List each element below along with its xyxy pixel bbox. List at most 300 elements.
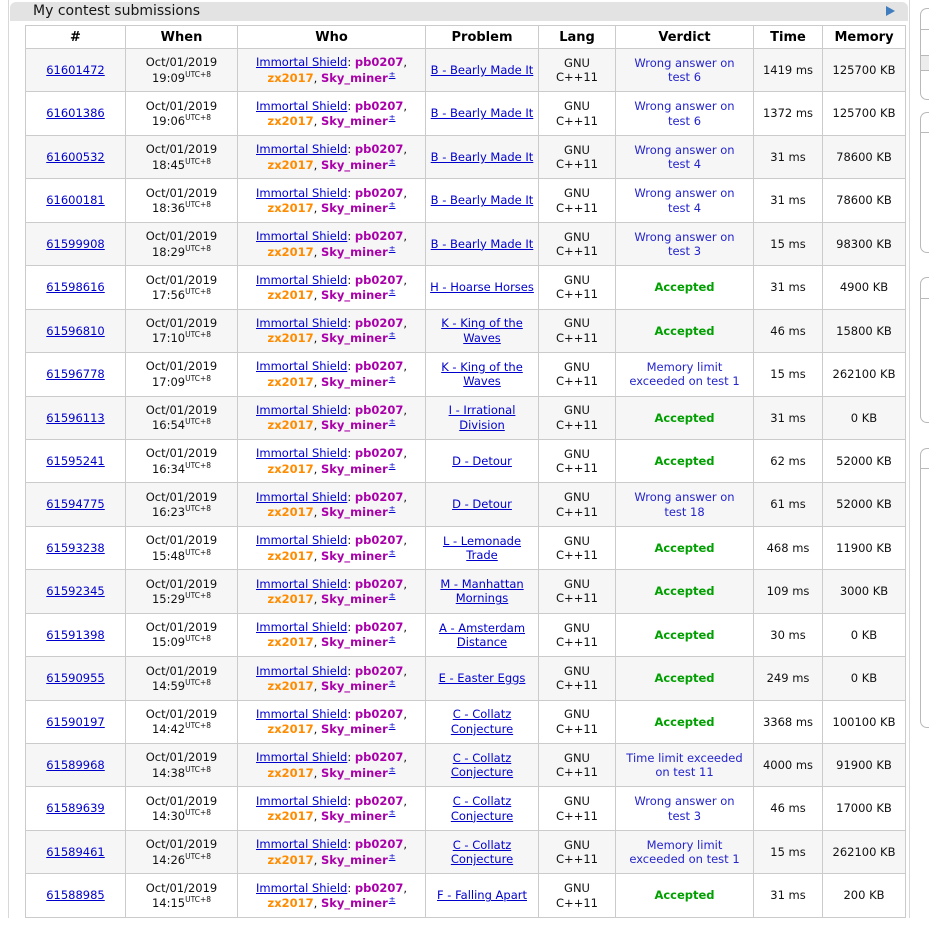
- cell-when: [126, 830, 238, 873]
- cell-lang: [539, 700, 616, 743]
- team-link[interactable]: Immortal Shield: [256, 750, 348, 765]
- submission-id-link[interactable]: 61600532: [46, 149, 105, 164]
- cell-lang: [539, 787, 616, 830]
- member-handle[interactable]: pb0207: [354, 880, 404, 895]
- sidebar-fragment-box: [920, 8, 929, 100]
- verdict-label: Accepted: [654, 671, 715, 686]
- expand-arrow-icon[interactable]: [886, 6, 895, 16]
- submission-date: Oct/01/2019: [145, 272, 218, 287]
- member-handle[interactable]: pb0207: [354, 576, 404, 591]
- submission-id-link[interactable]: 61593238: [46, 540, 105, 555]
- cell-verdict: [616, 787, 754, 830]
- cell-problem: [426, 700, 539, 743]
- member-handle[interactable]: zx2017: [267, 895, 314, 910]
- lang-label: GNU C++11: [556, 707, 598, 736]
- cell-who: Immortal Shield: pb0207, zx2017, Sky_miner±: [238, 744, 426, 787]
- problem-link[interactable]: D - Detour: [452, 453, 512, 468]
- submission-row: [26, 179, 906, 222]
- cell-memory: 91900 KB: [823, 744, 906, 787]
- verdict-label: Accepted: [654, 714, 715, 729]
- cell-time: 109 ms: [754, 570, 823, 613]
- team-link[interactable]: Immortal Shield: [256, 576, 348, 591]
- team-members-marker-icon[interactable]: ±: [388, 460, 396, 470]
- team-members-marker-icon[interactable]: ±: [388, 373, 396, 383]
- team-members-marker-icon[interactable]: ±: [388, 808, 396, 818]
- verdict-label: Wrong answer on test 18: [634, 490, 735, 519]
- lang-label: GNU C++11: [556, 663, 598, 693]
- problem-link[interactable]: H - Hoarse Horses: [430, 280, 534, 295]
- team-link[interactable]: Immortal Shield: [256, 142, 348, 157]
- team-members-marker-icon[interactable]: ±: [388, 851, 396, 861]
- lang-label: GNU C++11: [556, 794, 598, 823]
- column-header-problem: Problem: [426, 26, 539, 49]
- team-link[interactable]: Immortal Shield: [256, 620, 348, 635]
- cell-verdict: [616, 266, 754, 309]
- lang-label: GNU C++11: [556, 446, 598, 476]
- problem-link[interactable]: K - King of the Waves: [441, 359, 523, 389]
- submission-id-link[interactable]: 61594775: [46, 497, 105, 512]
- cell-problem: [426, 179, 539, 222]
- member-handle[interactable]: pb0207: [354, 620, 404, 635]
- team-members-marker-icon[interactable]: ±: [388, 895, 396, 905]
- lang-label: GNU C++11: [556, 273, 598, 302]
- member-handle[interactable]: Sky_miner: [320, 722, 388, 737]
- cell-id: [26, 353, 126, 396]
- cell-id: [26, 874, 126, 917]
- member-handle[interactable]: pb0207: [354, 229, 404, 244]
- cell-problem: [426, 135, 539, 178]
- problem-link[interactable]: C - Collatz Conjecture: [450, 707, 514, 736]
- member-handle[interactable]: Sky_miner: [320, 331, 388, 346]
- team-link[interactable]: Immortal Shield: [256, 402, 348, 417]
- team-members-marker-icon[interactable]: ±: [388, 200, 396, 210]
- member-handle[interactable]: zx2017: [267, 70, 314, 85]
- verdict-label: Accepted: [654, 540, 715, 555]
- cell-verdict: [616, 613, 754, 656]
- cell-time: 31 ms: [754, 179, 823, 222]
- team-link[interactable]: Immortal Shield: [256, 793, 348, 808]
- submission-date: Oct/01/2019: [145, 576, 218, 591]
- member-handle[interactable]: Sky_miner: [320, 809, 388, 824]
- member-handle[interactable]: Sky_miner: [320, 374, 388, 389]
- team-link[interactable]: Immortal Shield: [256, 706, 348, 721]
- cell-problem: [426, 526, 539, 569]
- sidebar-fragment-header: [921, 449, 929, 469]
- team-members-marker-icon[interactable]: ±: [388, 764, 396, 774]
- cell-problem: [426, 309, 539, 352]
- cell-memory: 0 KB: [823, 657, 906, 700]
- cell-verdict: [616, 526, 754, 569]
- verdict-label: Accepted: [654, 323, 715, 338]
- team-members-marker-icon[interactable]: ±: [388, 721, 396, 731]
- cell-when: [126, 526, 238, 569]
- cell-when: [126, 309, 238, 352]
- cell-who: Immortal Shield: pb0207, zx2017, Sky_miner±: [238, 135, 426, 178]
- member-handle[interactable]: Sky_miner: [320, 765, 388, 780]
- cell-verdict: [616, 396, 754, 439]
- member-handle[interactable]: Sky_miner: [320, 244, 388, 259]
- submission-id-link[interactable]: 61596778: [46, 367, 105, 382]
- problem-link[interactable]: K - King of the Waves: [441, 316, 523, 345]
- cell-time: 249 ms: [754, 657, 823, 700]
- member-handle[interactable]: pb0207: [354, 446, 404, 461]
- member-handle[interactable]: pb0207: [354, 142, 404, 157]
- problem-link[interactable]: D - Detour: [452, 497, 512, 512]
- cell-problem: [426, 570, 539, 613]
- cell-lang: [539, 570, 616, 613]
- cell-when: [126, 700, 238, 743]
- submission-row: [26, 92, 906, 135]
- cell-memory: 11900 KB: [823, 526, 906, 569]
- member-handle[interactable]: zx2017: [267, 418, 314, 433]
- member-handle[interactable]: pb0207: [354, 793, 404, 808]
- cell-time: 468 ms: [754, 526, 823, 569]
- problem-link[interactable]: C - Collatz Conjecture: [450, 837, 514, 867]
- member-handle[interactable]: zx2017: [267, 591, 314, 606]
- verdict-label: Wrong answer on test 3: [634, 229, 735, 258]
- member-handle[interactable]: zx2017: [267, 331, 314, 346]
- team-link[interactable]: Immortal Shield: [256, 880, 348, 895]
- lang-label: GNU C++11: [556, 186, 598, 215]
- member-handle[interactable]: zx2017: [267, 722, 314, 737]
- member-handle[interactable]: zx2017: [267, 244, 314, 259]
- team-members-marker-icon[interactable]: ±: [388, 243, 396, 253]
- cell-lang: [539, 483, 616, 526]
- cell-verdict: [616, 353, 754, 396]
- member-handle[interactable]: pb0207: [354, 402, 404, 417]
- cell-time: 61 ms: [754, 483, 823, 526]
- member-handle[interactable]: pb0207: [354, 663, 404, 678]
- cell-time: 1372 ms: [754, 92, 823, 135]
- member-handle[interactable]: zx2017: [267, 678, 314, 693]
- submission-time: $18:45^{UTC+8}$: [151, 156, 212, 172]
- member-handle[interactable]: zx2017: [267, 200, 314, 215]
- team-members-marker-icon[interactable]: ±: [388, 677, 396, 687]
- cell-memory: 15800 KB: [823, 309, 906, 352]
- cell-lang: [539, 135, 616, 178]
- submission-id-link[interactable]: 61599908: [46, 236, 105, 251]
- problem-link[interactable]: B - Bearly Made It: [430, 193, 534, 208]
- team-link[interactable]: Immortal Shield: [256, 837, 348, 852]
- problem-link[interactable]: E - Easter Eggs: [438, 671, 526, 686]
- cell-verdict: [616, 483, 754, 526]
- member-handle[interactable]: Sky_miner: [320, 635, 388, 650]
- team-members-marker-icon[interactable]: ±: [388, 113, 396, 123]
- column-header-verdict: Verdict: [616, 26, 754, 49]
- submission-id-link[interactable]: 61589639: [46, 801, 105, 816]
- verdict-label: Memory limit exceeded on test 1: [629, 359, 740, 389]
- lang-label: GNU C++11: [556, 359, 598, 389]
- cell-memory: 17000 KB: [823, 787, 906, 830]
- submission-row: [26, 830, 906, 873]
- cell-problem: [426, 439, 539, 482]
- submission-time: $17:09^{UTC+8}$: [151, 373, 212, 389]
- team-members-marker-icon[interactable]: ±: [388, 591, 396, 601]
- problem-link[interactable]: B - Bearly Made It: [430, 236, 534, 251]
- member-handle[interactable]: Sky_miner: [320, 157, 388, 172]
- team-link[interactable]: Immortal Shield: [256, 229, 348, 244]
- submission-date: Oct/01/2019: [145, 793, 218, 808]
- member-handle[interactable]: Sky_miner: [320, 287, 388, 302]
- submission-date: Oct/01/2019: [145, 316, 218, 331]
- submission-time: $14:15^{UTC+8}$: [151, 895, 212, 910]
- cell-lang: [539, 396, 616, 439]
- lang-label: GNU C++11: [556, 490, 598, 519]
- submission-date: Oct/01/2019: [145, 837, 218, 852]
- submission-date: Oct/01/2019: [145, 620, 218, 635]
- verdict-label: Time limit exceeded on test 11: [626, 750, 743, 780]
- member-handle[interactable]: zx2017: [267, 548, 314, 563]
- cell-memory: 262100 KB: [823, 830, 906, 873]
- cell-problem: [426, 353, 539, 396]
- cell-id: [26, 613, 126, 656]
- member-handle[interactable]: zx2017: [267, 114, 314, 129]
- submission-id-link[interactable]: 61596113: [46, 410, 105, 425]
- cell-when: [126, 49, 238, 92]
- cell-verdict: [616, 700, 754, 743]
- member-handle[interactable]: Sky_miner: [320, 505, 388, 519]
- cell-memory: 125700 KB: [823, 92, 906, 135]
- member-handle[interactable]: zx2017: [267, 635, 314, 650]
- submission-date: Oct/01/2019: [145, 489, 218, 504]
- team-link[interactable]: Immortal Shield: [256, 533, 348, 548]
- team-members-marker-icon[interactable]: ±: [388, 69, 396, 79]
- cell-verdict: [616, 49, 754, 92]
- cell-when: [126, 266, 238, 309]
- cell-lang: [539, 874, 616, 917]
- member-handle[interactable]: Sky_miner: [320, 461, 388, 476]
- submission-row: [26, 135, 906, 178]
- member-handle[interactable]: Sky_miner: [320, 70, 388, 85]
- submission-id-link[interactable]: 61590197: [46, 714, 105, 729]
- verdict-label: Wrong answer on test 4: [634, 142, 735, 172]
- problem-link[interactable]: A - Amsterdam Distance: [438, 620, 526, 649]
- submission-row: [26, 787, 906, 830]
- submission-id-link[interactable]: 61588985: [46, 888, 105, 903]
- cell-id: [26, 787, 126, 830]
- member-handle[interactable]: pb0207: [354, 55, 404, 70]
- team-members-marker-icon[interactable]: ±: [388, 417, 396, 427]
- cell-memory: 78600 KB: [823, 179, 906, 222]
- column-header-time: Time: [754, 26, 823, 49]
- problem-link[interactable]: I - Irrational Division: [448, 403, 516, 432]
- cell-id: [26, 744, 126, 787]
- team-link[interactable]: Immortal Shield: [256, 316, 348, 331]
- cell-lang: [539, 744, 616, 787]
- problem-link[interactable]: C - Collatz Conjecture: [450, 794, 514, 823]
- team-members-marker-icon[interactable]: ±: [388, 330, 396, 340]
- sidebar-fragment-header: [921, 9, 929, 30]
- cell-lang: [539, 439, 616, 482]
- member-handle[interactable]: zx2017: [267, 809, 314, 824]
- member-handle[interactable]: pb0207: [354, 359, 404, 374]
- lang-label: GNU C++11: [556, 99, 598, 128]
- submission-date: Oct/01/2019: [145, 750, 218, 765]
- cell-problem: [426, 49, 539, 92]
- member-handle[interactable]: pb0207: [354, 706, 404, 721]
- cell-problem: [426, 222, 539, 265]
- verdict-label: Accepted: [654, 627, 715, 642]
- member-handle[interactable]: zx2017: [267, 852, 314, 867]
- sidebar-fragment-box: [920, 277, 929, 423]
- cell-verdict: [616, 570, 754, 613]
- submission-row: [26, 483, 906, 526]
- cell-id: [26, 49, 126, 92]
- cell-who: Immortal Shield: pb0207, zx2017, Sky_miner±: [238, 787, 426, 830]
- cell-time: 3368 ms: [754, 700, 823, 743]
- team-link[interactable]: Immortal Shield: [256, 446, 348, 461]
- submission-time: $17:10^{UTC+8}$: [151, 330, 212, 346]
- cell-verdict: [616, 222, 754, 265]
- cell-memory: 52000 KB: [823, 439, 906, 482]
- verdict-label: Wrong answer on test 3: [634, 794, 735, 823]
- submission-row: [26, 222, 906, 265]
- submission-row: [26, 266, 906, 309]
- submission-row: [26, 353, 906, 396]
- submission-id-link[interactable]: 61595241: [46, 453, 105, 468]
- submission-id-link[interactable]: 61600181: [46, 193, 105, 208]
- member-handle[interactable]: pb0207: [354, 750, 404, 765]
- team-members-marker-icon[interactable]: ±: [388, 156, 396, 166]
- cell-time: 4000 ms: [754, 744, 823, 787]
- member-handle[interactable]: zx2017: [267, 287, 314, 302]
- team-link[interactable]: Immortal Shield: [256, 272, 348, 287]
- lang-label: GNU C++11: [556, 750, 598, 780]
- member-handle[interactable]: pb0207: [354, 533, 404, 548]
- member-handle[interactable]: Sky_miner: [320, 114, 388, 129]
- member-handle[interactable]: pb0207: [354, 837, 404, 852]
- team-link[interactable]: Immortal Shield: [256, 663, 348, 678]
- cell-problem: [426, 787, 539, 830]
- submission-id-link[interactable]: 61591398: [46, 627, 105, 642]
- cell-time: 31 ms: [754, 874, 823, 917]
- panel-title: My contest submissions: [33, 3, 201, 19]
- problem-link[interactable]: M - Manhattan Mornings: [440, 577, 524, 606]
- submission-id-link[interactable]: 61598616: [46, 280, 105, 295]
- cell-time: 46 ms: [754, 787, 823, 830]
- team-members-marker-icon[interactable]: ±: [388, 634, 396, 644]
- team-members-marker-icon[interactable]: ±: [388, 547, 396, 557]
- member-handle[interactable]: pb0207: [354, 98, 404, 113]
- submission-date: Oct/01/2019: [145, 663, 218, 678]
- submission-row: [26, 309, 906, 352]
- submission-time: $16:23^{UTC+8}$: [151, 504, 212, 519]
- cell-lang: [539, 179, 616, 222]
- member-handle[interactable]: Sky_miner: [320, 591, 388, 606]
- member-handle[interactable]: zx2017: [267, 374, 314, 389]
- submission-time: $16:34^{UTC+8}$: [151, 460, 212, 476]
- verdict-label: Memory limit exceeded on test 1: [629, 837, 740, 867]
- submission-id-link[interactable]: 61601472: [46, 63, 105, 78]
- submission-id-link[interactable]: 61589968: [46, 758, 105, 773]
- cell-memory: 0 KB: [823, 613, 906, 656]
- submission-date: Oct/01/2019: [145, 98, 218, 113]
- submission-id-link[interactable]: 61590955: [46, 671, 105, 686]
- member-handle[interactable]: pb0207: [354, 316, 404, 331]
- submission-time: $15:29^{UTC+8}$: [151, 591, 212, 606]
- team-link[interactable]: Immortal Shield: [256, 489, 348, 504]
- cell-lang: [539, 222, 616, 265]
- submission-id-link[interactable]: 61601386: [46, 106, 105, 121]
- member-handle[interactable]: Sky_miner: [320, 852, 388, 867]
- cell-time: 31 ms: [754, 396, 823, 439]
- cell-when: [126, 92, 238, 135]
- cell-who: Immortal Shield: pb0207, zx2017, Sky_miner±: [238, 439, 426, 482]
- cell-who: Immortal Shield: pb0207, zx2017, Sky_miner±: [238, 222, 426, 265]
- member-handle[interactable]: zx2017: [267, 765, 314, 780]
- team-link[interactable]: Immortal Shield: [256, 359, 348, 374]
- cell-who: Immortal Shield: pb0207, zx2017, Sky_miner±: [238, 396, 426, 439]
- submission-date: Oct/01/2019: [145, 402, 218, 417]
- cell-lang: [539, 353, 616, 396]
- member-handle[interactable]: Sky_miner: [320, 895, 388, 910]
- cell-id: [26, 92, 126, 135]
- submission-id-link[interactable]: 61596810: [46, 323, 105, 338]
- member-handle[interactable]: Sky_miner: [320, 548, 388, 563]
- cell-memory: 262100 KB: [823, 353, 906, 396]
- team-link[interactable]: Immortal Shield: [256, 185, 348, 200]
- problem-link[interactable]: F - Falling Apart: [437, 888, 527, 903]
- member-handle[interactable]: Sky_miner: [320, 678, 388, 693]
- verdict-label: Wrong answer on test 4: [634, 186, 735, 215]
- verdict-label: Accepted: [654, 453, 715, 468]
- submission-id-link[interactable]: 61592345: [46, 584, 105, 599]
- problem-link[interactable]: B - Bearly Made It: [430, 63, 534, 78]
- team-link[interactable]: Immortal Shield: [256, 98, 348, 113]
- cell-when: [126, 179, 238, 222]
- member-handle[interactable]: pb0207: [354, 489, 404, 504]
- team-members-marker-icon[interactable]: ±: [388, 504, 396, 514]
- cell-who: Immortal Shield: pb0207, zx2017, Sky_miner±: [238, 613, 426, 656]
- problem-link[interactable]: B - Bearly Made It: [430, 106, 534, 121]
- problem-link[interactable]: C - Collatz Conjecture: [450, 750, 514, 780]
- problem-link[interactable]: L - Lemonade Trade: [442, 533, 522, 563]
- submission-time: $17:56^{UTC+8}$: [151, 286, 212, 302]
- cell-verdict: [616, 135, 754, 178]
- submission-time: $14:26^{UTC+8}$: [151, 851, 212, 867]
- cell-when: [126, 222, 238, 265]
- cell-id: [26, 439, 126, 482]
- member-handle[interactable]: zx2017: [267, 157, 314, 172]
- member-handle[interactable]: Sky_miner: [320, 418, 388, 433]
- team-members-marker-icon[interactable]: ±: [388, 286, 396, 296]
- cell-id: [26, 396, 126, 439]
- submission-time: $18:29^{UTC+8}$: [151, 243, 212, 259]
- cell-memory: 125700 KB: [823, 49, 906, 92]
- submission-id-link[interactable]: 61589461: [46, 844, 105, 859]
- member-handle[interactable]: Sky_miner: [320, 200, 388, 215]
- cell-memory: 78600 KB: [823, 135, 906, 178]
- member-handle[interactable]: zx2017: [267, 461, 314, 476]
- cell-id: [26, 179, 126, 222]
- lang-label: GNU C++11: [556, 881, 598, 910]
- submission-row: [26, 396, 906, 439]
- team-link[interactable]: Immortal Shield: [256, 55, 348, 70]
- submission-date: Oct/01/2019: [145, 446, 218, 461]
- cell-lang: [539, 657, 616, 700]
- problem-link[interactable]: B - Bearly Made It: [430, 149, 534, 164]
- lang-label: GNU C++11: [556, 229, 598, 258]
- cell-verdict: [616, 439, 754, 482]
- cell-lang: [539, 526, 616, 569]
- cell-time: 15 ms: [754, 222, 823, 265]
- member-handle[interactable]: zx2017: [267, 505, 314, 519]
- member-handle[interactable]: pb0207: [354, 185, 404, 200]
- submission-date: Oct/01/2019: [145, 706, 218, 721]
- member-handle[interactable]: pb0207: [354, 272, 404, 287]
- submission-time: $14:30^{UTC+8}$: [151, 808, 212, 824]
- cell-problem: [426, 396, 539, 439]
